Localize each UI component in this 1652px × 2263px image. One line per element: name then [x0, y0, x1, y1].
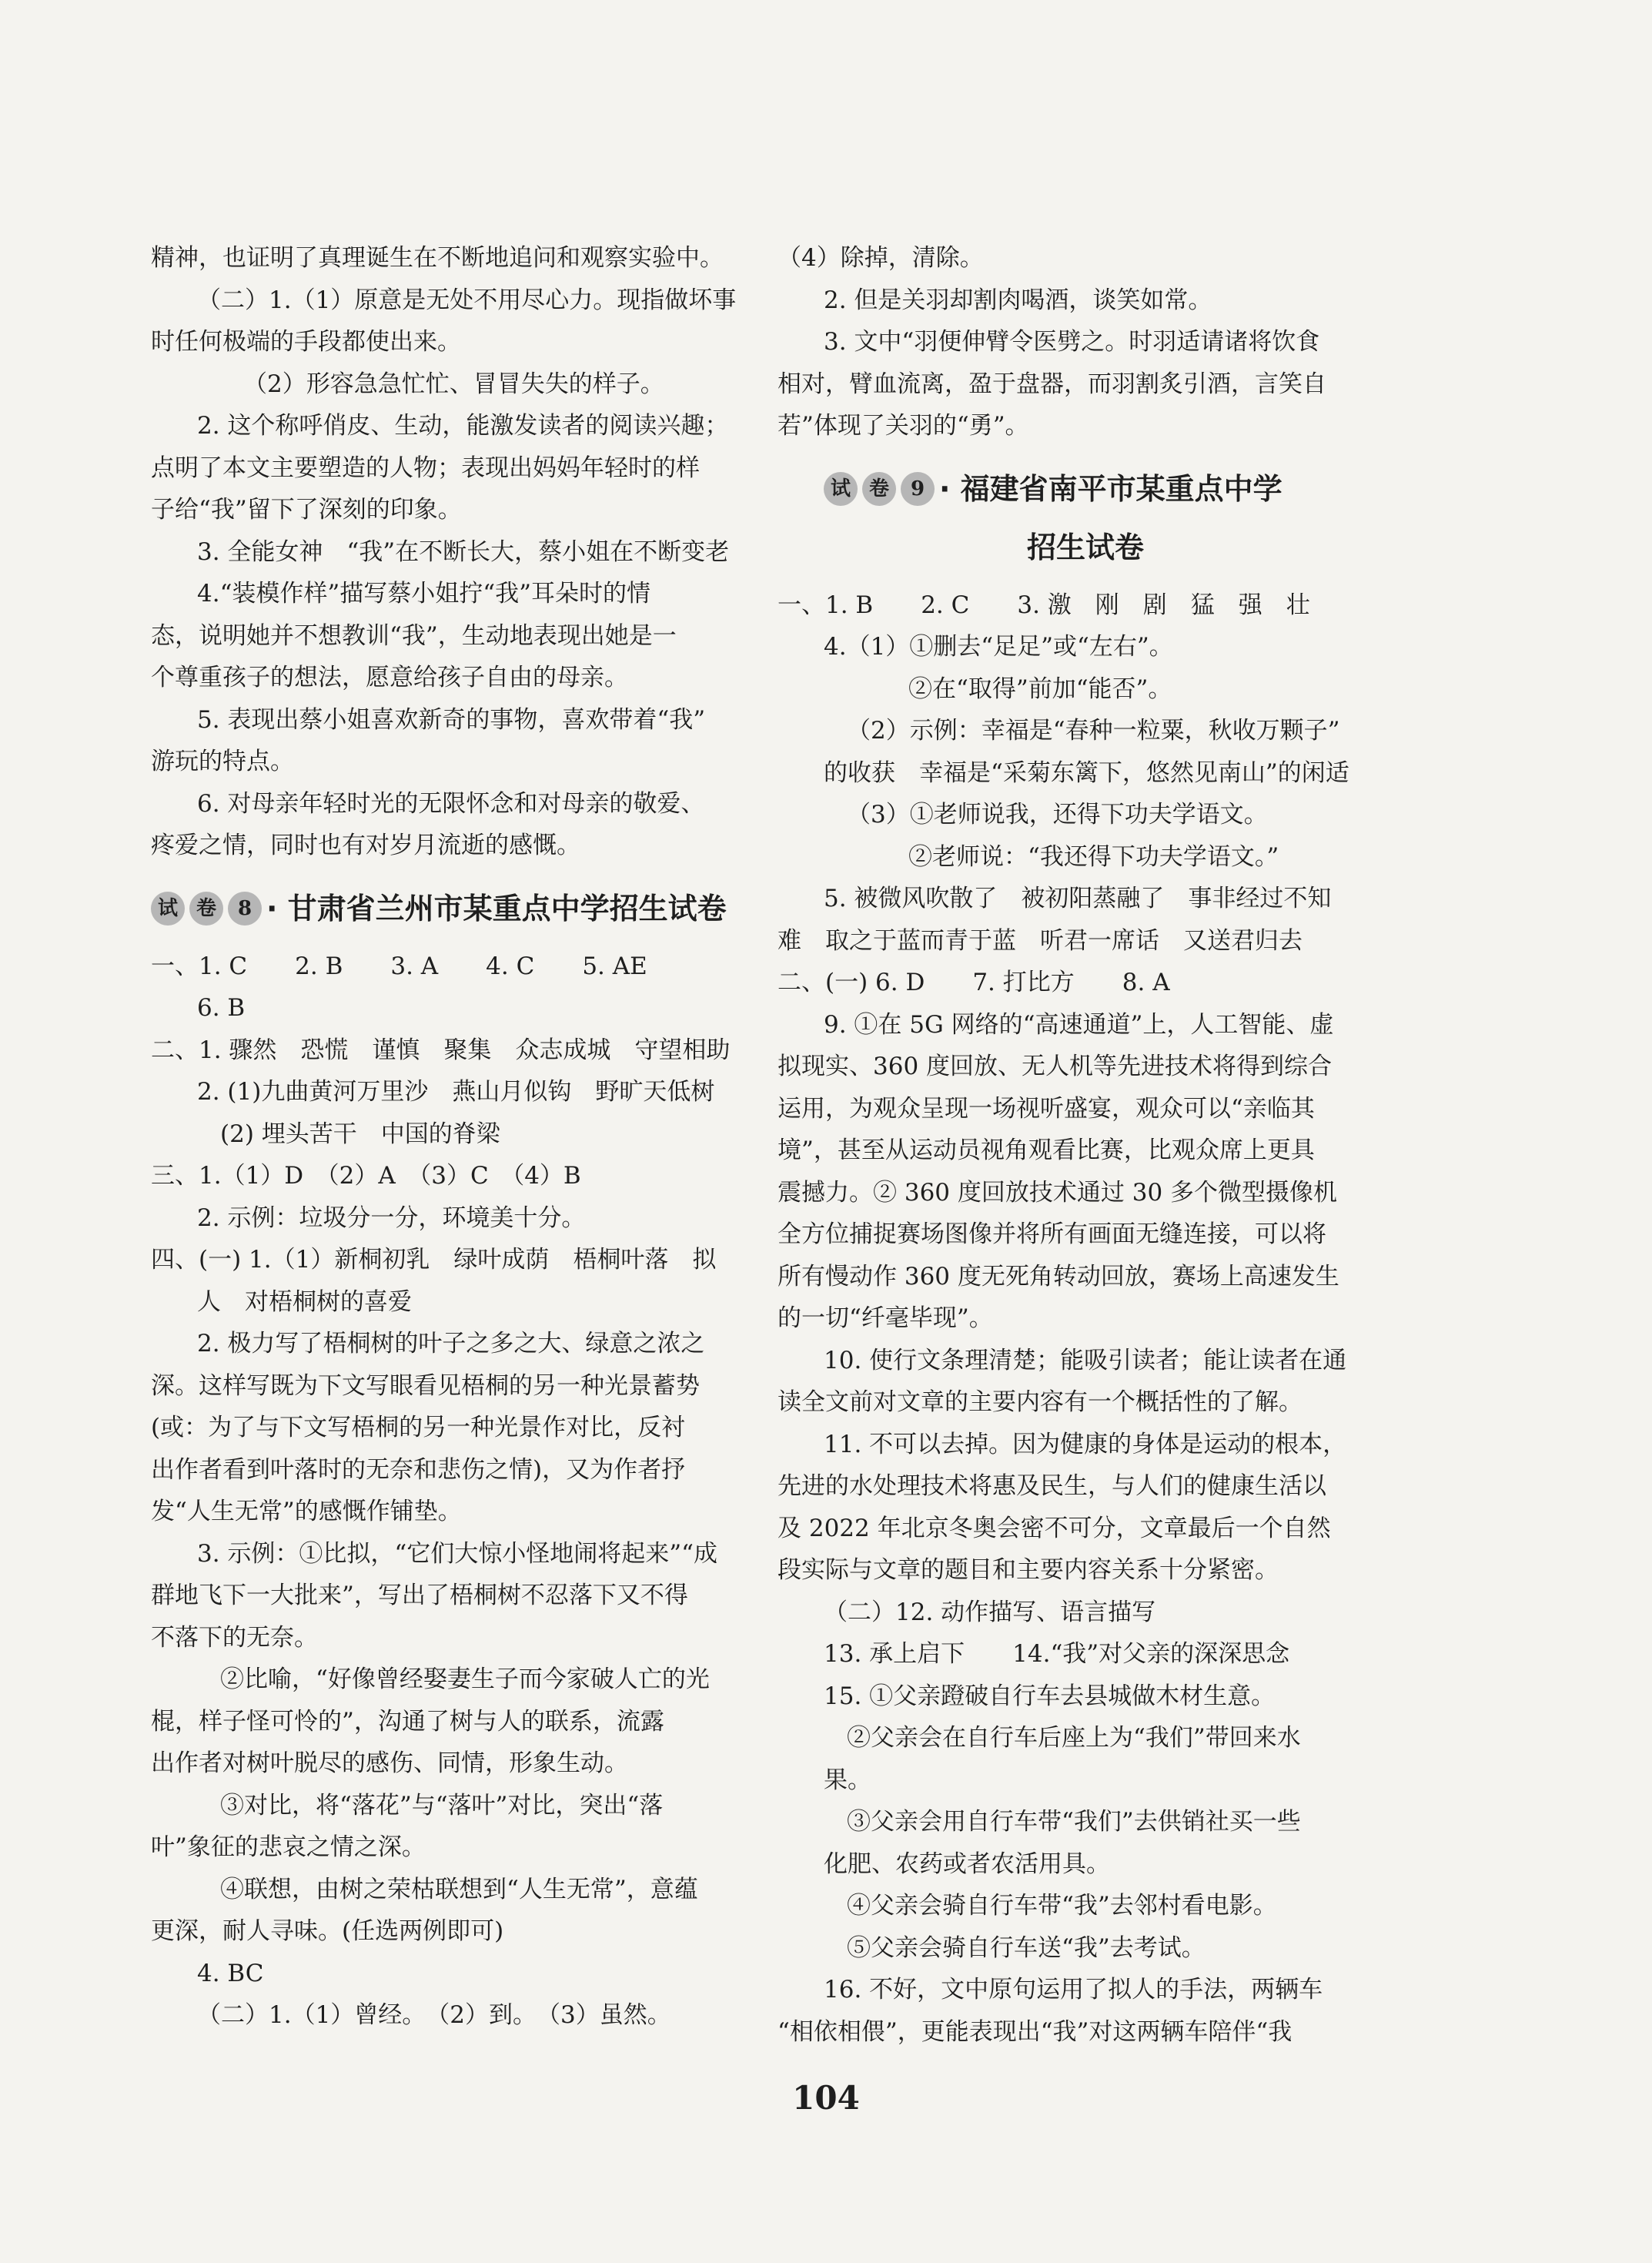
section-8-header [151, 887, 759, 930]
answer-line: 2. 这个称呼俏皮、生动，能激发读者的阅读兴趣； [197, 412, 729, 440]
answer-line: ②在“取得”前加“能否”。 [908, 675, 1172, 703]
answer-line: 5. 表现出蔡小姐喜欢新奇的事物，喜欢带着“我” [197, 705, 706, 734]
answer-line: 13. 承上启下 14.“我”对父亲的深深思念 [824, 1640, 1290, 1668]
answer-line: ④联想，由树之荣枯联想到“人生无常”，意蕴 [220, 1875, 698, 1903]
answer-line: “相依相偎”，更能表现出“我”对这两辆车陪伴“我 [778, 2017, 1293, 2046]
section-9-title: · 福建省南平市某重点中学 [939, 471, 1282, 506]
answer-line: 6. B [197, 994, 246, 1022]
answer-line: 震撼力。② 360 度回放技术通过 30 多个微型摄像机 [778, 1178, 1338, 1207]
badge-icon: 卷 [189, 892, 223, 926]
answer-line: ⑤父亲会骑自行车送“我”去考试。 [847, 1933, 1206, 1962]
answer-line: 出作者看到叶落时的无奈和悲伤之情)，又为作者抒 [151, 1455, 686, 1484]
answer-line: 2. 但是关羽却割肉喝酒，谈笑如常。 [824, 286, 1212, 314]
answer-line: (2) 埋头苦干 中国的脊梁 [220, 1120, 500, 1148]
badge-icon: 8 [228, 892, 262, 926]
answer-line: （二）12. 动作描写、语言描写 [824, 1598, 1156, 1626]
answer-line: 更深，耐人寻味。(任选两例即可) [151, 1917, 504, 1945]
answer-line: 个尊重孩子的想法，愿意给孩子自由的母亲。 [151, 664, 628, 691]
answer-line: 一、1. C 2. B 3. A 4. C 5. AE [151, 952, 647, 980]
answer-line: 时任何极端的手段都使出来。 [151, 328, 461, 356]
answer-line: （二）1.（1）曾经。 （2）到。 （3）虽然。 [197, 2001, 671, 2029]
answer-line: 6. 对母亲年轻时光的无限怀念和对母亲的敬爱、 [197, 789, 705, 818]
section-8-title: · 甘肃省兰州市某重点中学招生试卷 [266, 891, 727, 926]
answer-line: 四、(一) 1.（1）新桐初乳 绿叶成荫 梧桐叶落 拟 [151, 1246, 717, 1274]
answer-line: 16. 不好，文中原句运用了拟人的手法，两辆车 [824, 1976, 1323, 2004]
answer-line: 的一切“纤毫毕现”。 [778, 1304, 993, 1332]
section-9-answers [778, 584, 1393, 2054]
answer-line: （2）形容急急忙忙、冒冒失失的样子。 [243, 370, 664, 398]
answer-line: 群地飞下一大批来”，写出了梧桐树不忍落下又不得 [151, 1582, 688, 1609]
answer-line: 段实际与文章的题目和主要内容关系十分紧密。 [778, 1556, 1279, 1584]
answer-line: ②比喻，“好像曾经娶妻生子而今家破人亡的光 [220, 1665, 710, 1693]
answer-line: 3. 全能女神 “我”在不断长大，蔡小姐在不断变老 [197, 537, 730, 566]
answer-line: 深。这样写既为下文写眼看见梧桐的另一种光景蓄势 [151, 1371, 700, 1400]
badge-icon: 试 [151, 892, 185, 926]
answer-line: 全方位捕捉赛场图像并将所有画面无缝连接，可以将 [778, 1220, 1326, 1248]
answer-line: 不落下的无奈。 [151, 1623, 318, 1652]
answer-line: （2）示例：幸福是“春种一粒粟，秋收万颗子” [847, 717, 1340, 745]
section-9-header [778, 467, 1393, 511]
section-9-subtitle: 招生试卷 [1026, 530, 1144, 564]
answer-line: 先进的水处理技术将惠及民生，与人们的健康生活以 [778, 1472, 1326, 1500]
section-8-answers [151, 946, 759, 2037]
answer-line: 所有慢动作 360 度无死角转动回放，赛场上高速发生 [778, 1262, 1339, 1291]
answer-line: 3. 文中“羽便伸臂令医劈之。时羽适请诸将饮食 [824, 328, 1320, 356]
answer-line: 化肥、农药或者农活用具。 [824, 1850, 1110, 1878]
answer-line: 4.“装模作样”描写蔡小姐拧“我”耳朵时的情 [197, 580, 650, 608]
answer-line: 2. (1)九曲黄河万里沙 燕山月似钩 野旷天低树 [197, 1078, 715, 1106]
answer-line: 叶”象征的悲哀之情之深。 [151, 1833, 426, 1861]
answer-line: ③对比，将“落花”与“落叶”对比，突出“落 [220, 1791, 664, 1819]
answer-line: 若”体现了关羽的“勇”。 [778, 412, 1029, 440]
answer-line: 二、1. 骤然 恐慌 谨慎 聚集 众志成城 守望相助 [151, 1036, 731, 1064]
answer-line: 4.（1）①删去“足足”或“左右”。 [824, 633, 1173, 661]
answer-line: 疼爱之情，同时也有对岁月流逝的感慨。 [151, 832, 580, 859]
intro-answers [151, 237, 759, 867]
answer-line: 难 取之于蓝而青于蓝 听君一席话 又送君归去 [778, 926, 1303, 955]
answer-line: 拟现实、360 度回放、无人机等先进技术将得到综合 [778, 1053, 1333, 1080]
answer-line: 棍，样子怪可怜的”，沟通了树与人的联系，流露 [151, 1707, 664, 1736]
continued-answers [778, 237, 1393, 447]
answer-line: ④父亲会骑自行车带“我”去邻村看电影。 [847, 1892, 1277, 1920]
answer-line: 态，说明她并不想教训“我”，生动地表现出她是一 [151, 621, 677, 650]
answer-line: ③父亲会用自行车带“我们”去供销社买一些 [847, 1808, 1301, 1836]
answer-line: 相对，臂血流离，盈于盘器，而羽割炙引酒，言笑自 [778, 370, 1326, 398]
answer-line: 境”，甚至从运动员视角观看比赛，比观众席上更具 [778, 1137, 1315, 1164]
answer-line: 读全文前对文章的主要内容有一个概括性的了解。 [778, 1388, 1303, 1416]
answer-line: 5. 被微风吹散了 被初阳蒸融了 事非经过不知 [824, 885, 1332, 912]
badge-icon: 试 [824, 472, 858, 506]
answer-line: 及 2022 年北京冬奥会密不可分，文章最后一个自然 [778, 1514, 1331, 1542]
answer-line: 游玩的特点。 [151, 748, 294, 775]
answer-line: ②父亲会在自行车后座上为“我们”带回来水 [847, 1724, 1301, 1752]
badge-icon: 卷 [862, 472, 896, 506]
answer-line: 子给“我”留下了深刻的印象。 [151, 496, 462, 524]
answer-line: 点明了本文主要塑造的人物；表现出妈妈年轻时的样 [151, 454, 700, 482]
badge-icon: 9 [901, 472, 935, 506]
answer-line: (或：为了与下文写梧桐的另一种光景作对比，反衬 [151, 1414, 686, 1441]
answer-line: 2. 示例：垃圾分一分，环境美十分。 [197, 1203, 586, 1232]
answer-line: 果。 [824, 1766, 871, 1794]
answer-line: 精神，也证明了真理诞生在不断地追问和观察实验中。 [151, 244, 724, 272]
answer-line: 4. BC [197, 1959, 264, 1987]
answer-line: 2. 极力写了梧桐树的叶子之多之大、绿意之浓之 [197, 1330, 705, 1357]
answer-line: 10. 使行文条理清楚；能吸引读者；能让读者在通 [824, 1346, 1347, 1374]
page-number: 104 [792, 2079, 860, 2117]
answer-line: 15. ①父亲蹬破自行车去县城做木材生意。 [824, 1682, 1276, 1710]
answer-line: 的收获 幸福是“采菊东篱下，悠然见南山”的闲适 [824, 758, 1349, 787]
answer-line: 发“人生无常”的感慨作铺垫。 [151, 1498, 462, 1525]
answer-line: 二、(一) 6. D 7. 打比方 8. A [778, 969, 1170, 996]
answer-line: 11. 不可以去掉。因为健康的身体是运动的根本， [824, 1430, 1347, 1458]
answer-line: （二）1.（1）原意是无处不用尽心力。现指做坏事 [197, 286, 737, 314]
right-column [778, 237, 1393, 2053]
answer-line: 人 对梧桐树的喜爱 [197, 1287, 412, 1316]
answer-line: 3. 示例：①比拟，“它们大惊小怪地闹将起来”“成 [197, 1539, 717, 1568]
answer-line: （4）除掉，清除。 [778, 244, 984, 272]
answer-line: 出作者对树叶脱尽的感伤、同情，形象生动。 [151, 1749, 628, 1777]
answer-line: （3）①老师说我，还得下功夫学语文。 [847, 801, 1268, 829]
answer-line: 9. ①在 5G 网络的“高速通道”上，人工智能、虚 [824, 1010, 1334, 1039]
answer-line: 运用，为观众呈现一场视听盛宴，观众可以“亲临其 [778, 1094, 1315, 1123]
answer-line: ②老师说：“我还得下功夫学语文。” [908, 842, 1279, 871]
answer-line: 三、1.（1）D （2）A （3）C （4）B [151, 1162, 581, 1190]
answer-line: 一、1. B 2. C 3. 激 刚 剧 猛 强 壮 [778, 591, 1310, 619]
left-column [151, 237, 759, 2037]
